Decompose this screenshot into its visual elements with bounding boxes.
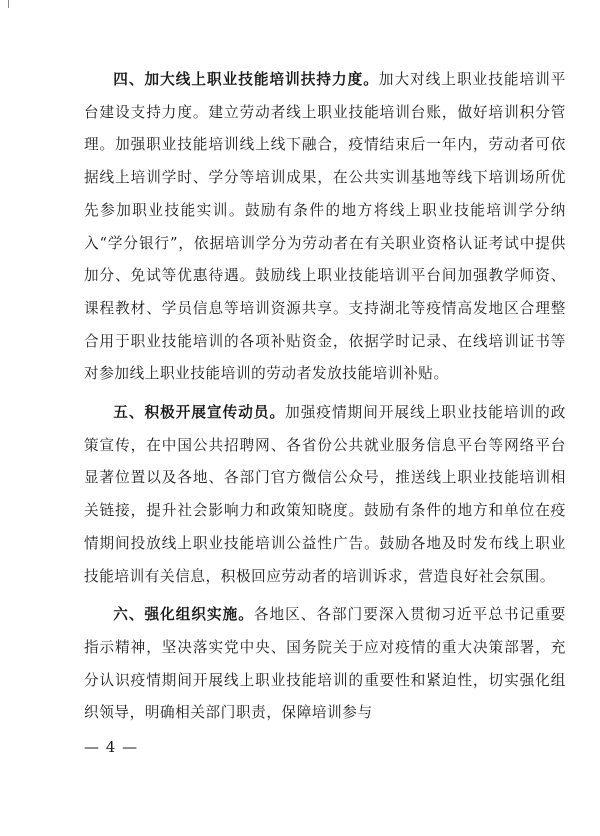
section-5-paragraph bbox=[84, 397, 566, 593]
section-6-heading: 六、强化组织实施。 bbox=[113, 606, 254, 624]
document-body bbox=[84, 64, 566, 736]
page-number: — 4 — bbox=[84, 738, 139, 756]
section-5-body: 加强疫情期间开展线上职业技能培训的政策宣传，在中国公共招聘网、各省份公共就业服务信息平台等网络平台显著位置以及各地、各部门官方微信公众号，推送线上职业技能培训相关链接，提升社会影响力和政策知晓度。鼓励有条件的地方和单位在疫情期间投放线上职业技能培训公益性广告。鼓励各地及时发布线上职业技能培训有关信息，积极回应劳动者的培训诉求，营造良好社会氛围。 bbox=[84, 404, 566, 585]
scan-edge-mark bbox=[8, 0, 9, 8]
section-4-heading: 四、加大线上职业技能培训扶持力度。 bbox=[113, 71, 379, 88]
section-4-body: 加大对线上职业技能培训平台建设支持力度。建立劳动者线上职业技能培训台账，做好培训积分管理。加强职业技能培训线上线下融合，疫情结束后一年内，劳动者可依据线上培训学时、学分等培训成果，在公共实训基地等线下培训场所优先参加职业技能实训。鼓励有条件的地方将线上职业技能培训学分纳入“学分银行”，依据培训学分为劳动者在有关职业资格认证考试中提供加分、免试等优惠待遇。鼓励线上职业技能培训平台间加强教学师资、课程教材、学员信息等培训资源共享。支持湖北等疫情高发地区合理整合用于职业技能培训的各项补贴资金，依据学时记录、在线培训证书等对参加线上职业技能培训的劳动者发放技能培训补贴。 bbox=[84, 71, 567, 383]
section-4-paragraph bbox=[84, 64, 566, 391]
section-6-body: 各地区、各部门要深入贯彻习近平总书记重要指示精神，坚决落实党中央、国务院关于应对疫情的重大决策部署，充分认识疫情期间开展线上职业技能培训的重要性和紧迫性，切实强化组织领导，明确相关部门职责，保障培训参与 bbox=[84, 606, 566, 722]
section-6-paragraph bbox=[84, 599, 566, 730]
section-5-heading: 五、积极开展宣传动员。 bbox=[113, 404, 286, 422]
